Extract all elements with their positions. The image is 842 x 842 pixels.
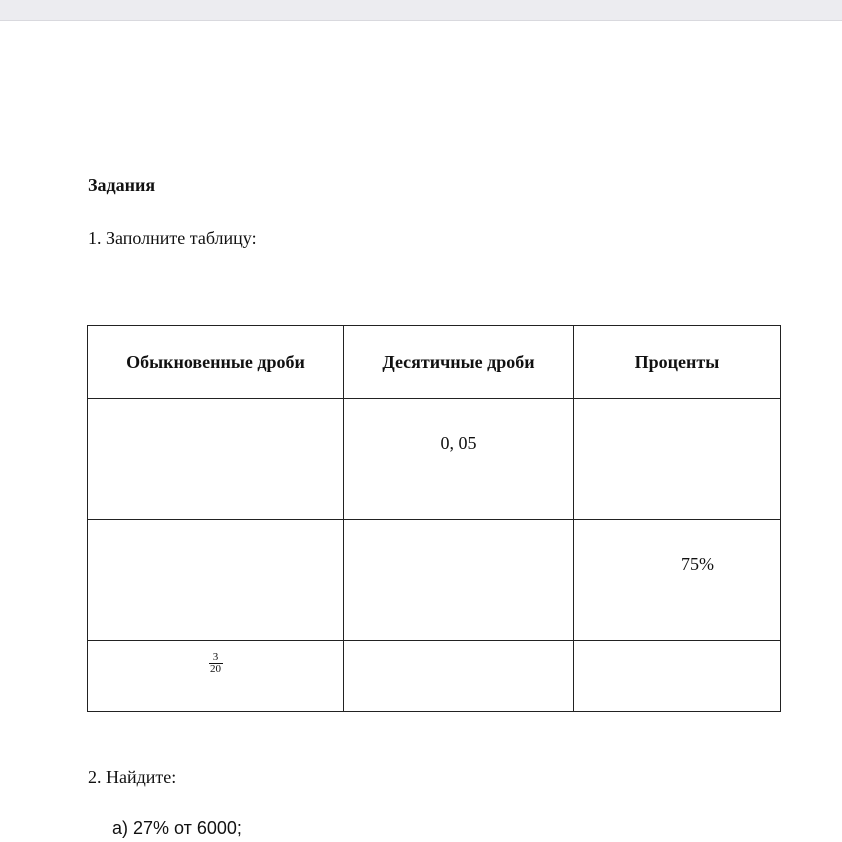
header-percents: Проценты	[574, 326, 781, 399]
table-row	[88, 520, 781, 641]
table-row	[88, 641, 781, 712]
table-header-row	[88, 326, 781, 399]
task-2-item-a: а) 27% от 6000;	[112, 818, 242, 838]
common-fraction-value	[209, 652, 223, 675]
percent-value: 75%	[681, 554, 714, 574]
viewer-top-bar	[0, 0, 842, 21]
table-row	[88, 399, 781, 520]
task-2-text: 2. Найдите:	[88, 767, 177, 787]
task-1-text: 1. Заполните таблицу:	[88, 228, 257, 248]
cell-decimal-fraction	[344, 520, 574, 641]
cell-common-fraction	[88, 641, 344, 712]
cell-decimal-fraction	[344, 641, 574, 712]
cell-common-fraction	[88, 399, 344, 520]
cell-percent	[574, 399, 781, 520]
cell-percent	[574, 641, 781, 712]
cell-percent	[574, 520, 781, 641]
header-common-fractions: Обыкновенные дроби	[88, 326, 344, 399]
decimal-value: 0, 05	[440, 433, 477, 453]
fraction-denominator: 20	[210, 663, 221, 675]
fraction-numerator: 3	[212, 651, 219, 663]
conversion-table	[87, 325, 781, 712]
section-title: Задания	[88, 175, 156, 195]
header-decimal-fractions: Десятичные дроби	[344, 326, 574, 399]
cell-common-fraction	[88, 520, 344, 641]
cell-decimal-fraction	[344, 399, 574, 520]
